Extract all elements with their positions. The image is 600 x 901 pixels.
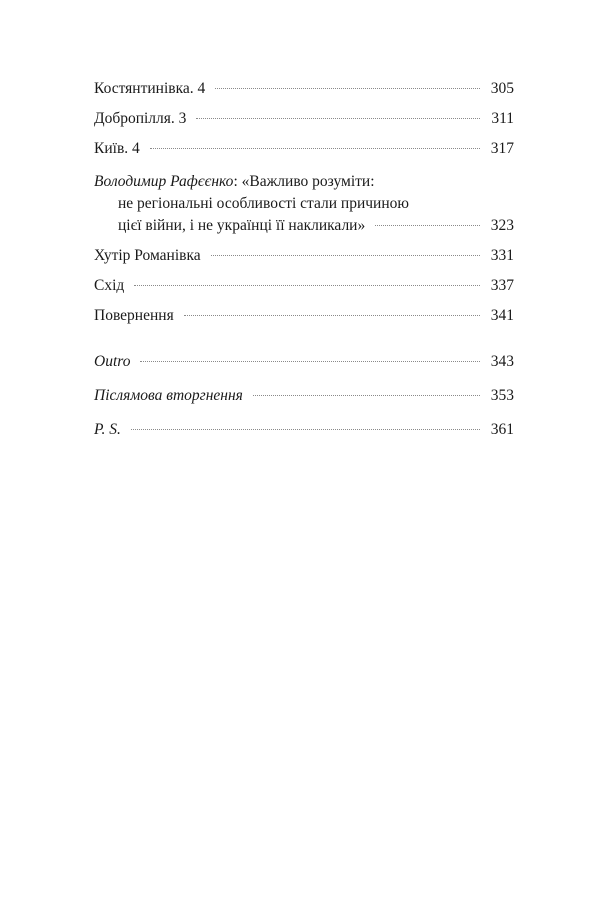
dot-leader: [134, 285, 480, 286]
toc-entry: [94, 351, 514, 373]
toc-entry-title: Повернення: [94, 307, 174, 324]
toc-entry-page: 331: [490, 247, 514, 264]
dot-leader: [211, 255, 480, 256]
dot-leader: [253, 395, 480, 396]
toc-entry-title: Outro: [94, 353, 131, 370]
dot-leader: [196, 118, 480, 119]
toc-entry-title: Післямова вторгнення: [94, 387, 243, 404]
toc-entry: [94, 245, 514, 267]
toc-entry-multiline: [94, 171, 514, 237]
toc-entry-page: 341: [490, 307, 514, 324]
toc-entry: [94, 78, 514, 100]
toc-entry: [94, 275, 514, 297]
toc-entry: [94, 138, 514, 160]
toc-entry-page: 305: [490, 80, 514, 97]
toc-entry-page: 337: [490, 277, 514, 294]
toc-entry-title-part-1: : «Важливо розуміти:: [233, 173, 375, 190]
toc-entry-title: Схід: [94, 277, 125, 294]
dot-leader: [375, 225, 480, 226]
toc-entry-author: Володимир Рафєєнко: [94, 173, 234, 190]
toc-entry: [94, 305, 514, 327]
dot-leader: [184, 315, 480, 316]
toc-entry-title: Хутір Романівка: [94, 247, 201, 264]
toc-entry-title-part-3: цієї війни, і не українці її накликали»: [118, 217, 366, 234]
dot-leader: [131, 429, 480, 430]
toc-entry-page: 343: [490, 353, 514, 370]
toc-entry-page: 353: [490, 387, 514, 404]
toc-entry-title: Київ. 4: [94, 140, 140, 157]
dot-leader: [150, 148, 480, 149]
toc-entry-title: Костянтинівка. 4: [94, 80, 206, 97]
toc-entry-page: 323: [490, 217, 514, 234]
table-of-contents: [94, 78, 514, 438]
toc-entry-page: 311: [491, 110, 514, 127]
toc-entry: [94, 385, 514, 407]
toc-entry-page: 361: [490, 421, 514, 438]
toc-entry-page: 317: [490, 140, 514, 157]
toc-entry: [94, 108, 514, 130]
toc-entry-line-1: [94, 171, 514, 193]
dot-leader: [215, 88, 480, 89]
toc-entry: [94, 419, 514, 441]
toc-entry-line-3: [94, 215, 514, 237]
dot-leader: [140, 361, 480, 362]
toc-entry-title: Добропілля. 3: [94, 110, 187, 127]
toc-entry-title: P. S.: [94, 421, 121, 438]
toc-entry-line-2: не регіональні особливості стали причиною: [118, 195, 409, 212]
